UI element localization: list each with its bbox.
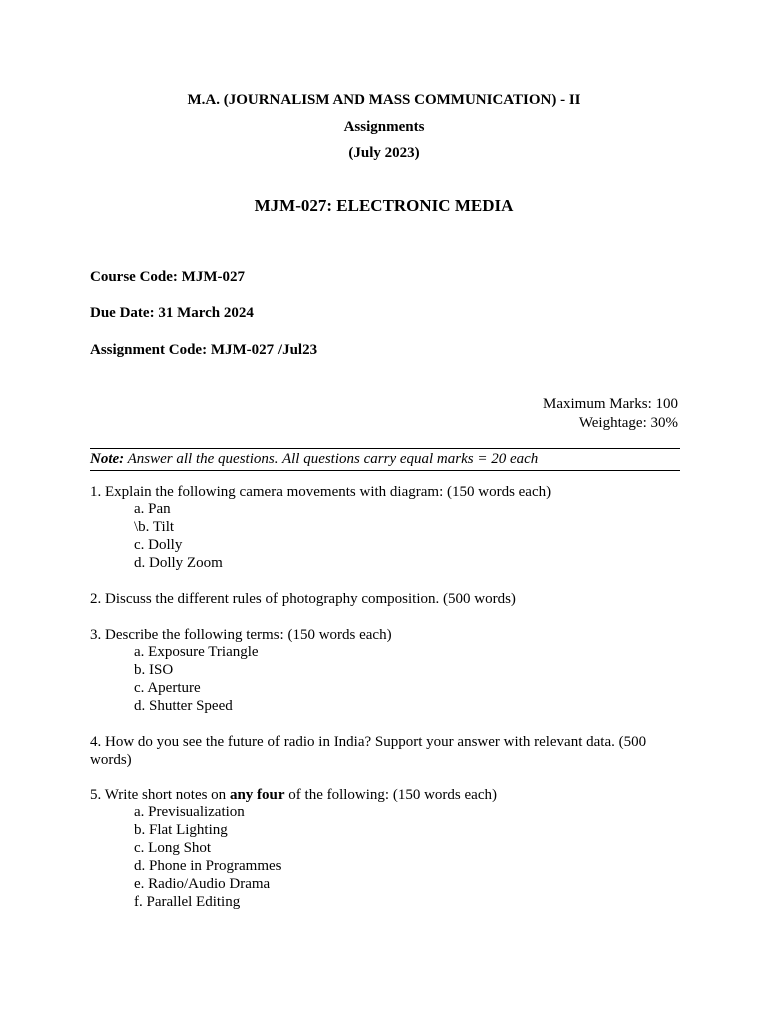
question-1-item: d. Dolly Zoom — [134, 555, 223, 571]
course-code: Course Code: MJM-027 — [90, 269, 245, 285]
question-5-item: a. Previsualization — [134, 804, 245, 820]
question-5-emphasis: any four — [229, 787, 285, 803]
note-text: Answer all the questions. All questions carry equal marks = 20 each — [124, 451, 539, 467]
question-1: 1. Explain the following camera movements with diagram: (150 words each) — [90, 484, 552, 500]
assignment-code: Assignment Code: MJM-027 /Jul23 — [90, 342, 318, 358]
maximum-marks: Maximum Marks: 100 — [543, 396, 678, 412]
question-2: 2. Discuss the different rules of photography composition. (500 words) — [90, 591, 516, 607]
question-5-item: d. Phone in Programmes — [134, 858, 282, 874]
question-3-item: d. Shutter Speed — [134, 698, 233, 714]
program-title: M.A. (JOURNALISM AND MASS COMMUNICATION) - II — [187, 92, 581, 108]
weightage: Weightage: 30% — [578, 415, 678, 431]
question-5-item: c. Long Shot — [134, 840, 212, 856]
question-3-item: c. Aperture — [134, 680, 201, 696]
course-title: MJM-027: ELECTRONIC MEDIA — [254, 196, 514, 215]
question-3-item: b. ISO — [134, 662, 174, 678]
note-box — [90, 448, 680, 471]
question-5-item: b. Flat Lighting — [134, 822, 228, 838]
question-1-item: a. Pan — [134, 501, 171, 517]
due-date: Due Date: 31 March 2024 — [90, 305, 254, 321]
session-heading: (July 2023) — [348, 145, 420, 161]
question-3: 3. Describe the following terms: (150 words each) — [90, 627, 392, 643]
question-5-item: e. Radio/Audio Drama — [134, 876, 271, 892]
question-4: 4. How do you see the future of radio in India? Support your answer with relevant data. (500 — [90, 734, 647, 750]
question-5-prefix: 5. Write short notes on — [90, 787, 230, 803]
question-1-item: c. Dolly — [134, 537, 183, 553]
note-label: Note: — [90, 451, 125, 467]
question-3-item: a. Exposure Triangle — [134, 644, 259, 660]
question-5 — [90, 786, 680, 804]
question-5-item: f. Parallel Editing — [134, 894, 241, 910]
question-1-item: \b. Tilt — [134, 519, 175, 535]
question-5-suffix: of the following: (150 words each) — [284, 787, 497, 803]
assignments-heading: Assignments — [343, 119, 425, 135]
question-4-continued: words) — [90, 752, 132, 768]
